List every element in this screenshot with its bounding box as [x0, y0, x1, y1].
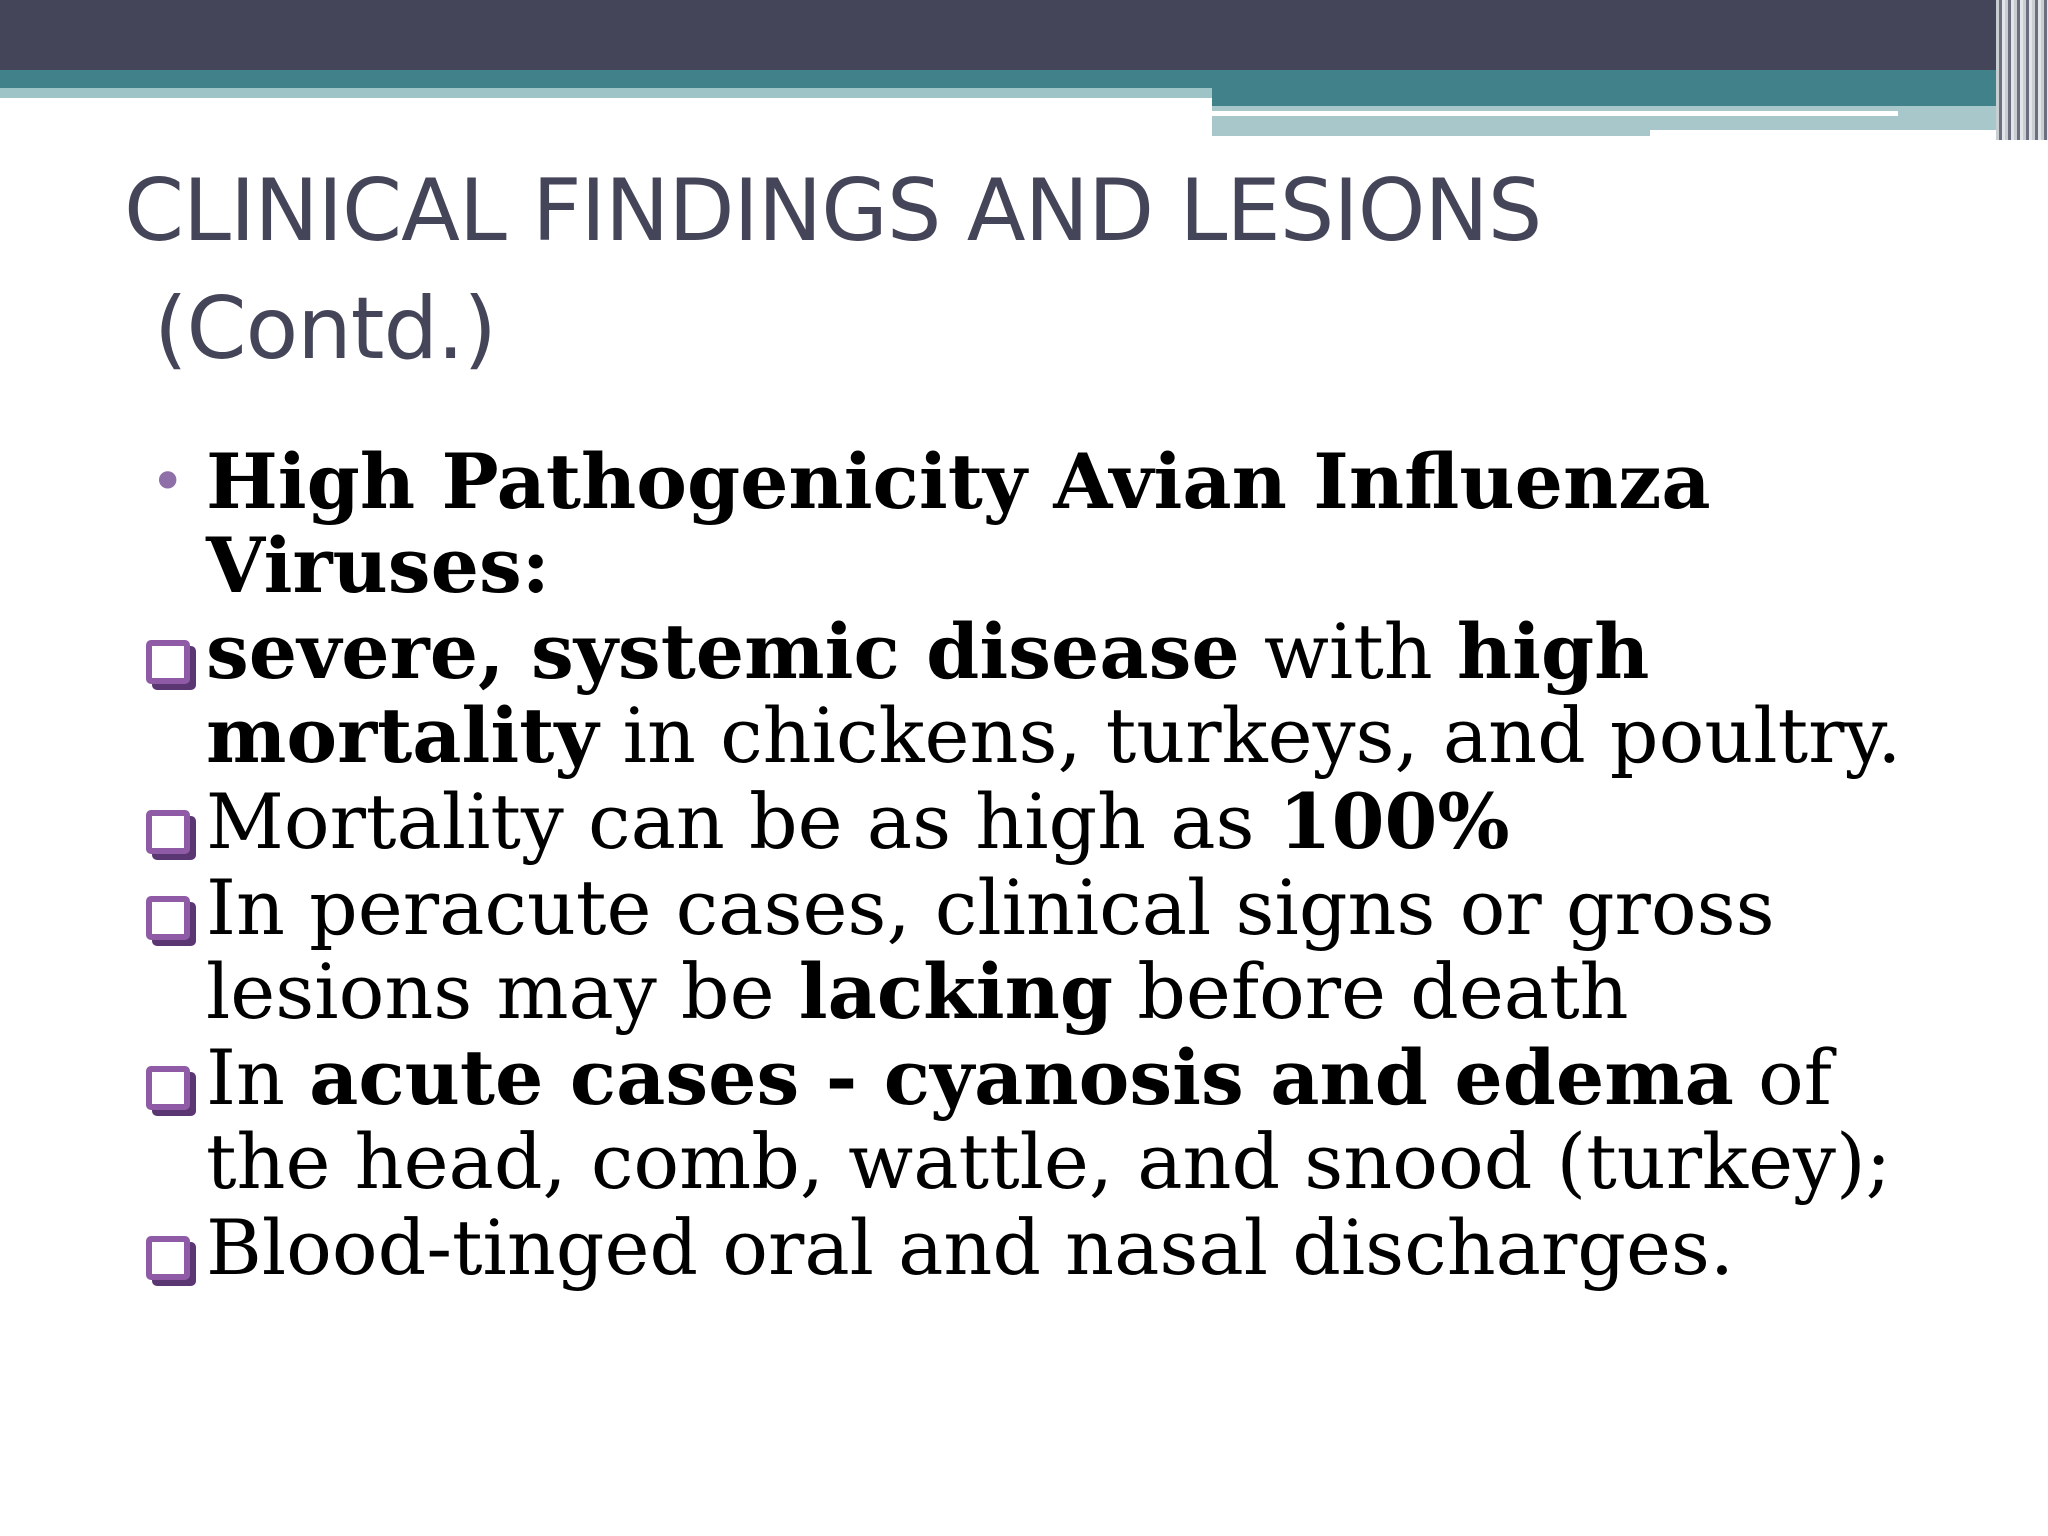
checkbox-square-icon	[146, 810, 190, 854]
header-band-light-left	[0, 88, 1212, 98]
item-1-text-1: with	[1239, 607, 1457, 696]
item-1-bold-1: severe, systemic disease	[206, 607, 1240, 696]
list-item	[150, 1203, 1950, 1292]
item-3-bold-1: lacking	[798, 947, 1114, 1036]
item-4-bold-1: acute cases - cyanosis and edema	[309, 1033, 1734, 1122]
item-4-text-1: In	[206, 1033, 310, 1122]
item-3-text-2: before death	[1113, 947, 1629, 1036]
list-item	[150, 777, 1950, 866]
checkbox-square-icon	[146, 896, 190, 940]
item-5-text-1: Blood-tinged oral and nasal discharges.	[206, 1203, 1735, 1292]
list-item	[150, 1033, 1950, 1206]
slide-title	[124, 152, 1824, 388]
header-white-line	[1212, 111, 1898, 116]
item-1-text-2: in chickens, turkeys, and poultry.	[598, 691, 1902, 780]
item-2-text-1: Mortality can be as high as	[206, 777, 1279, 866]
item-2-bold-1: 100%	[1278, 777, 1510, 866]
checkbox-square-icon	[146, 640, 190, 684]
bullet-heading	[150, 437, 1950, 610]
corner-stripes	[1996, 0, 2048, 140]
slide-title-line-2: (Contd.)	[154, 279, 496, 379]
list-item	[150, 607, 1950, 780]
item-3-text-1: In peracute cases, clinical signs or gross lesions may be	[206, 863, 1775, 1036]
item-1-bold-2: high mortality	[206, 607, 1650, 780]
checkbox-square-icon	[146, 1236, 190, 1280]
header-band-teal-right	[1212, 92, 2048, 106]
bullet-dot-icon: •	[150, 447, 186, 517]
slide-title-line-1: CLINICAL FINDINGS AND LESIONS	[124, 161, 1542, 261]
slide-body	[150, 437, 1950, 1292]
header-band-dark	[0, 0, 2048, 70]
checkbox-square-icon	[146, 1066, 190, 1110]
header-white-line-2	[1650, 130, 2048, 136]
item-4-text-2: of the head, comb, wattle, and snood (turkey);	[206, 1033, 1892, 1206]
bullet-heading-text: High Pathogenicity Avian Influenza Viruses:	[206, 437, 1711, 610]
list-item	[150, 863, 1950, 1036]
